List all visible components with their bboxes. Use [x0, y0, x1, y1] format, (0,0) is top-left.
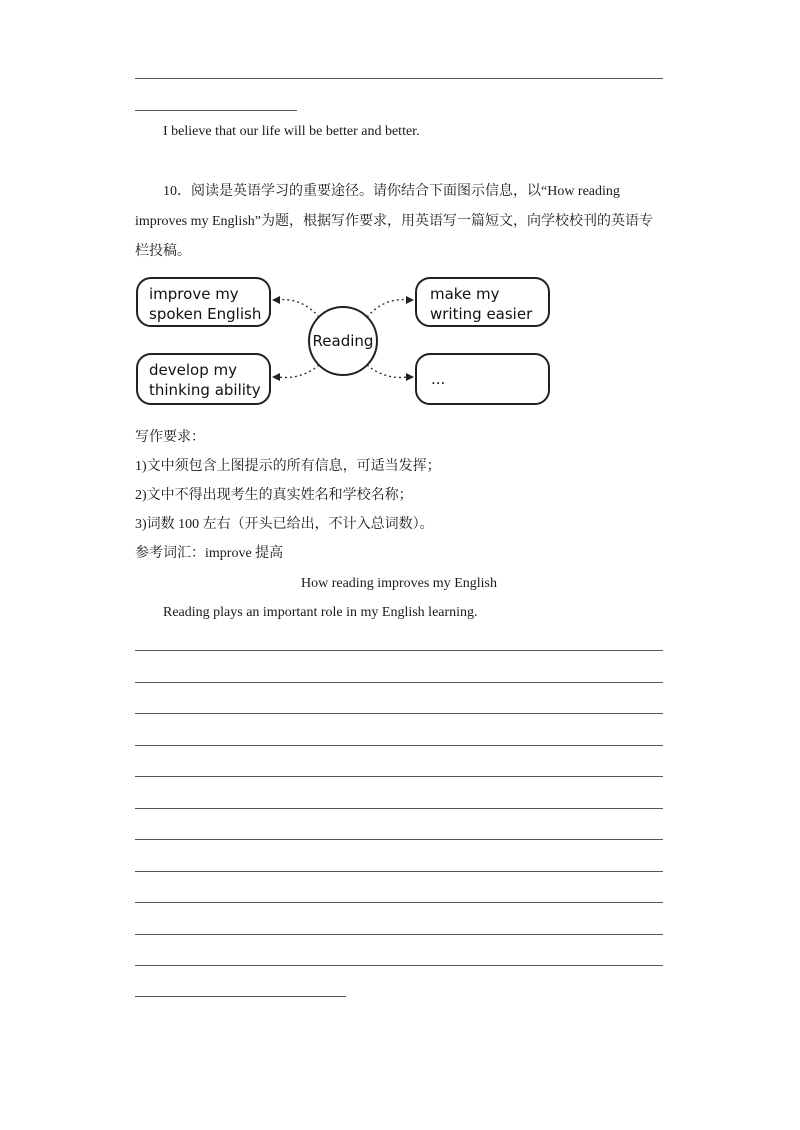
writing-line	[135, 682, 663, 683]
essay-opening: Reading plays an important role in my English learning.	[163, 605, 478, 620]
mindmap-node-3-line2: thinking ability	[149, 381, 261, 399]
arrowhead-more	[406, 373, 414, 381]
answer-line	[135, 78, 663, 79]
mindmap-node-1-line1: improve my	[149, 285, 239, 303]
essay-title: How reading improves my English	[301, 576, 497, 591]
requirements-heading: 写作要求：	[135, 430, 205, 445]
arrowhead-spoken	[272, 296, 280, 304]
writing-line-short	[135, 996, 346, 997]
mindmap-node-1-line2: spoken English	[149, 305, 262, 323]
requirement-item-3: 3)词数 100 左右（开头已给出，不计入总词数）。	[135, 517, 434, 532]
mindmap-center-label: Reading	[312, 332, 374, 350]
writing-line	[135, 713, 663, 714]
connector-thinking	[278, 365, 319, 378]
mindmap-node-4-line1: ...	[431, 370, 446, 388]
writing-line	[135, 871, 663, 872]
connector-spoken	[278, 300, 319, 317]
mindmap-node-3-line1: develop my	[149, 361, 237, 379]
mindmap-node-2-line1: make my	[430, 285, 500, 303]
requirement-item-1: 1)文中须包含上图提示的所有信息，可适当发挥；	[135, 459, 441, 474]
question-prompt: 阅读是英语学习的重要途径。请你结合下面图示信息，以“How reading improves my English”为题，根据写作要求，用英语写一篇短文，向学校校刊的英语专栏投稿。	[135, 184, 653, 259]
writing-line	[135, 776, 663, 777]
connector-more	[367, 365, 408, 378]
arrowhead-writing	[406, 296, 414, 304]
question-number: 10．	[163, 184, 191, 199]
connector-writing	[367, 300, 408, 317]
writing-line	[135, 650, 663, 651]
closing-sentence: I believe that our life will be better and better.	[163, 124, 420, 139]
arrowhead-thinking	[272, 373, 280, 381]
writing-line	[135, 808, 663, 809]
question-10	[135, 177, 663, 267]
reference-vocab: 参考词汇：improve 提高	[135, 546, 284, 561]
mind-map	[133, 272, 563, 412]
writing-line	[135, 934, 663, 935]
mindmap-node-2-line2: writing easier	[430, 305, 533, 323]
writing-line	[135, 902, 663, 903]
answer-line-short	[135, 110, 297, 111]
writing-line	[135, 745, 663, 746]
writing-line	[135, 965, 663, 966]
requirement-item-2: 2)文中不得出现考生的真实姓名和学校名称；	[135, 488, 413, 503]
writing-line	[135, 839, 663, 840]
